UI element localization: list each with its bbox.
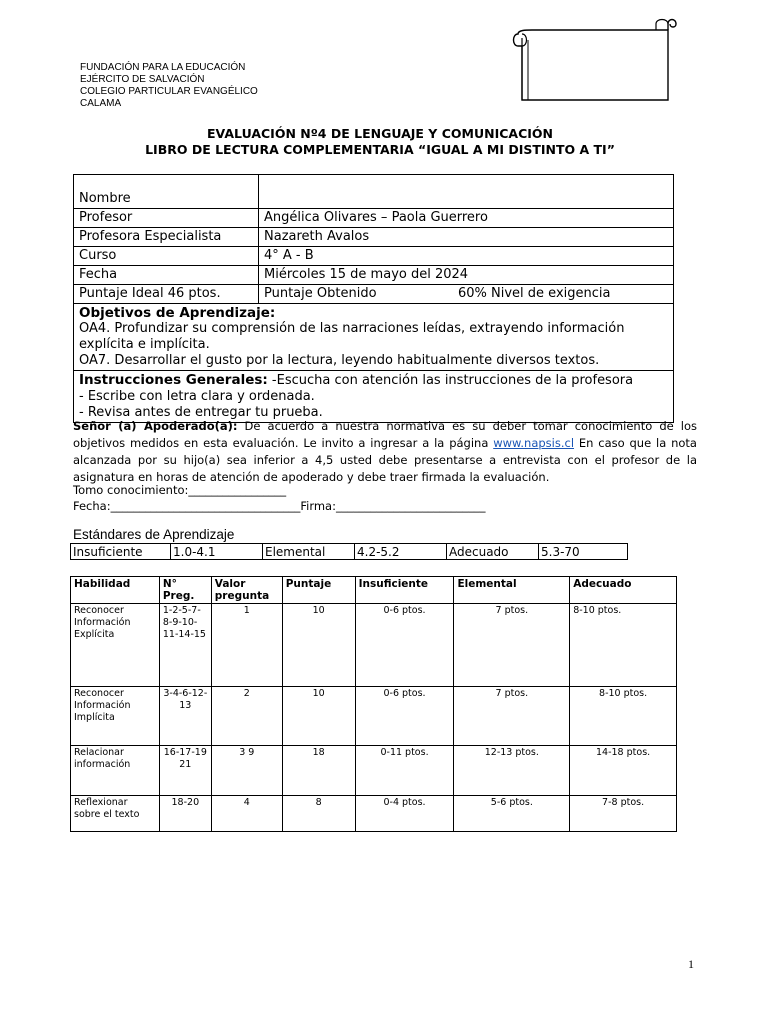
page-number: 1 <box>688 957 694 971</box>
institution-line: EJÉRCITO DE SALVACIÓN <box>80 74 205 85</box>
standard-cell: 1.0-4.1 <box>171 544 263 560</box>
notice-text-2: En caso que la nota alcanzada por su hijo(a) sea inferior a 4,5 usted debe presentarse a entrevista con el profesor de la asignatura en horas de atención de apoderado y debe traer firmada la evaluación. <box>73 436 697 484</box>
table-cell: 8 <box>282 796 355 832</box>
table-cell: 10 <box>282 687 355 746</box>
exigencia-label: 60% Nivel de exigencia <box>458 286 611 301</box>
table-cell: Reflexionar sobre el texto <box>71 796 160 832</box>
objetivo-oa4: OA4. Profundizar su comprensión de las narraciones leídas, extrayendo información explícita e implícita. <box>79 321 625 352</box>
table-cell: 0-4 ptos. <box>355 796 454 832</box>
page-subtitle: LIBRO DE LECTURA COMPLEMENTARIA “IGUAL A MI DISTINTO A TI” <box>145 142 615 157</box>
column-header: Adecuado <box>570 577 677 604</box>
objetivos-section <box>74 304 674 371</box>
table-cell: 7 ptos. <box>454 687 570 746</box>
standard-cell: 5.3-70 <box>539 544 628 560</box>
table-cell: 3-4-6-12-13 <box>159 687 211 746</box>
curso-value: 4° A - B <box>259 247 674 266</box>
parent-notice <box>73 418 697 486</box>
table-row <box>71 746 677 796</box>
fecha-label: Fecha <box>74 266 259 285</box>
table-cell: 7 ptos. <box>454 604 570 687</box>
especialista-value: Nazareth Avalos <box>259 228 674 247</box>
table-cell: 18 <box>282 746 355 796</box>
table-row <box>74 304 674 371</box>
table-cell: 4 <box>211 796 282 832</box>
table-cell: 3 9 <box>211 746 282 796</box>
table-row <box>74 209 674 228</box>
curso-label: Curso <box>74 247 259 266</box>
instruccion-2: - Escribe con letra clara y ordenada. <box>79 389 315 404</box>
table-header-row <box>71 577 677 604</box>
table-cell: 8-10 ptos. <box>570 687 677 746</box>
table-row <box>74 285 674 304</box>
column-header: Insuficiente <box>355 577 454 604</box>
column-header: Habilidad <box>71 577 160 604</box>
table-row <box>71 604 677 687</box>
standards-title: Estándares de Aprendizaje <box>73 527 235 542</box>
especialista-label: Profesora Especialista <box>74 228 259 247</box>
table-cell: Reconocer Información Explícita <box>71 604 160 687</box>
table-cell: 10 <box>282 604 355 687</box>
profesor-value: Angélica Olivares – Paola Guerrero <box>259 209 674 228</box>
puntaje-obtenido-cell <box>259 285 674 304</box>
profesor-label: Profesor <box>74 209 259 228</box>
table-cell: Reconocer Información Implícita <box>71 687 160 746</box>
table-row <box>71 544 628 560</box>
table-cell: 0-6 ptos. <box>355 687 454 746</box>
table-cell: 1-2-5-7-8-9-10-11-14-15 <box>159 604 211 687</box>
nombre-label: Nombre <box>74 175 259 209</box>
table-cell: 5-6 ptos. <box>454 796 570 832</box>
skills-table <box>70 576 677 832</box>
institution-line: COLEGIO PARTICULAR EVANGÉLICO <box>80 86 258 97</box>
objetivo-oa7: OA7. Desarrollar el gusto por la lectura, leyendo habitualmente diversos textos. <box>79 353 600 368</box>
standard-cell: Insuficiente <box>71 544 171 560</box>
standards-table <box>70 543 628 560</box>
table-cell: 8-10 ptos. <box>570 604 677 687</box>
napsis-link[interactable]: www.napsis.cl <box>493 436 575 450</box>
instruccion-3: - Revisa antes de entregar tu prueba. <box>79 405 323 420</box>
table-cell: Relacionar información <box>71 746 160 796</box>
institution-line: CALAMA <box>80 98 122 109</box>
table-row <box>71 687 677 746</box>
standard-cell: Elemental <box>263 544 355 560</box>
table-cell: 16-17-19 21 <box>159 746 211 796</box>
column-header: Puntaje <box>282 577 355 604</box>
table-row <box>74 175 674 209</box>
institution-line: FUNDACIÓN PARA LA EDUCACIÓN <box>80 62 246 73</box>
student-info-table <box>73 174 674 423</box>
table-cell: 0-6 ptos. <box>355 604 454 687</box>
table-row <box>74 371 674 423</box>
notice-salutation: Señor (a) Apoderado(a): <box>73 419 238 433</box>
table-cell: 7-8 ptos. <box>570 796 677 832</box>
table-cell: 12-13 ptos. <box>454 746 570 796</box>
instrucciones-heading: Instrucciones Generales: <box>79 372 268 388</box>
standard-cell: 4.2-5.2 <box>355 544 447 560</box>
column-header: N° Preg. <box>159 577 211 604</box>
table-row <box>71 796 677 832</box>
column-header: Valor pregunta <box>211 577 282 604</box>
notice-text-1: De acuerdo a nuestra normativa es su deber tomar conocimiento de los objetivos medidos en esta evaluación. Le invito a ingresar a la página <box>73 419 697 450</box>
tomo-conocimiento-line[interactable]: Tomo conocimiento:_________________ <box>73 483 287 497</box>
table-cell: 0-11 ptos. <box>355 746 454 796</box>
nombre-value[interactable] <box>259 175 674 209</box>
puntaje-obtenido-label: Puntaje Obtenido <box>264 286 377 301</box>
objetivos-heading: Objetivos de Aprendizaje: <box>79 305 276 321</box>
institution-header <box>80 62 258 110</box>
table-cell: 18-20 <box>159 796 211 832</box>
scroll-icon <box>508 16 680 104</box>
table-cell: 1 <box>211 604 282 687</box>
table-cell: 2 <box>211 687 282 746</box>
table-cell: 14-18 ptos. <box>570 746 677 796</box>
puntaje-ideal: Puntaje Ideal 46 ptos. <box>74 285 259 304</box>
column-header: Elemental <box>454 577 570 604</box>
fecha-firma-line[interactable]: Fecha:_________________________________Firma:__________________________ <box>73 499 486 513</box>
standard-cell: Adecuado <box>447 544 539 560</box>
fecha-value: Miércoles 15 de mayo del 2024 <box>259 266 674 285</box>
instrucciones-section <box>74 371 674 423</box>
table-row <box>74 247 674 266</box>
table-row <box>74 228 674 247</box>
table-row <box>74 266 674 285</box>
instruccion-1: -Escucha con atención las instrucciones de la profesora <box>267 373 634 388</box>
page-title: EVALUACIÓN Nº4 DE LENGUAJE Y COMUNICACIÓN <box>207 126 553 141</box>
